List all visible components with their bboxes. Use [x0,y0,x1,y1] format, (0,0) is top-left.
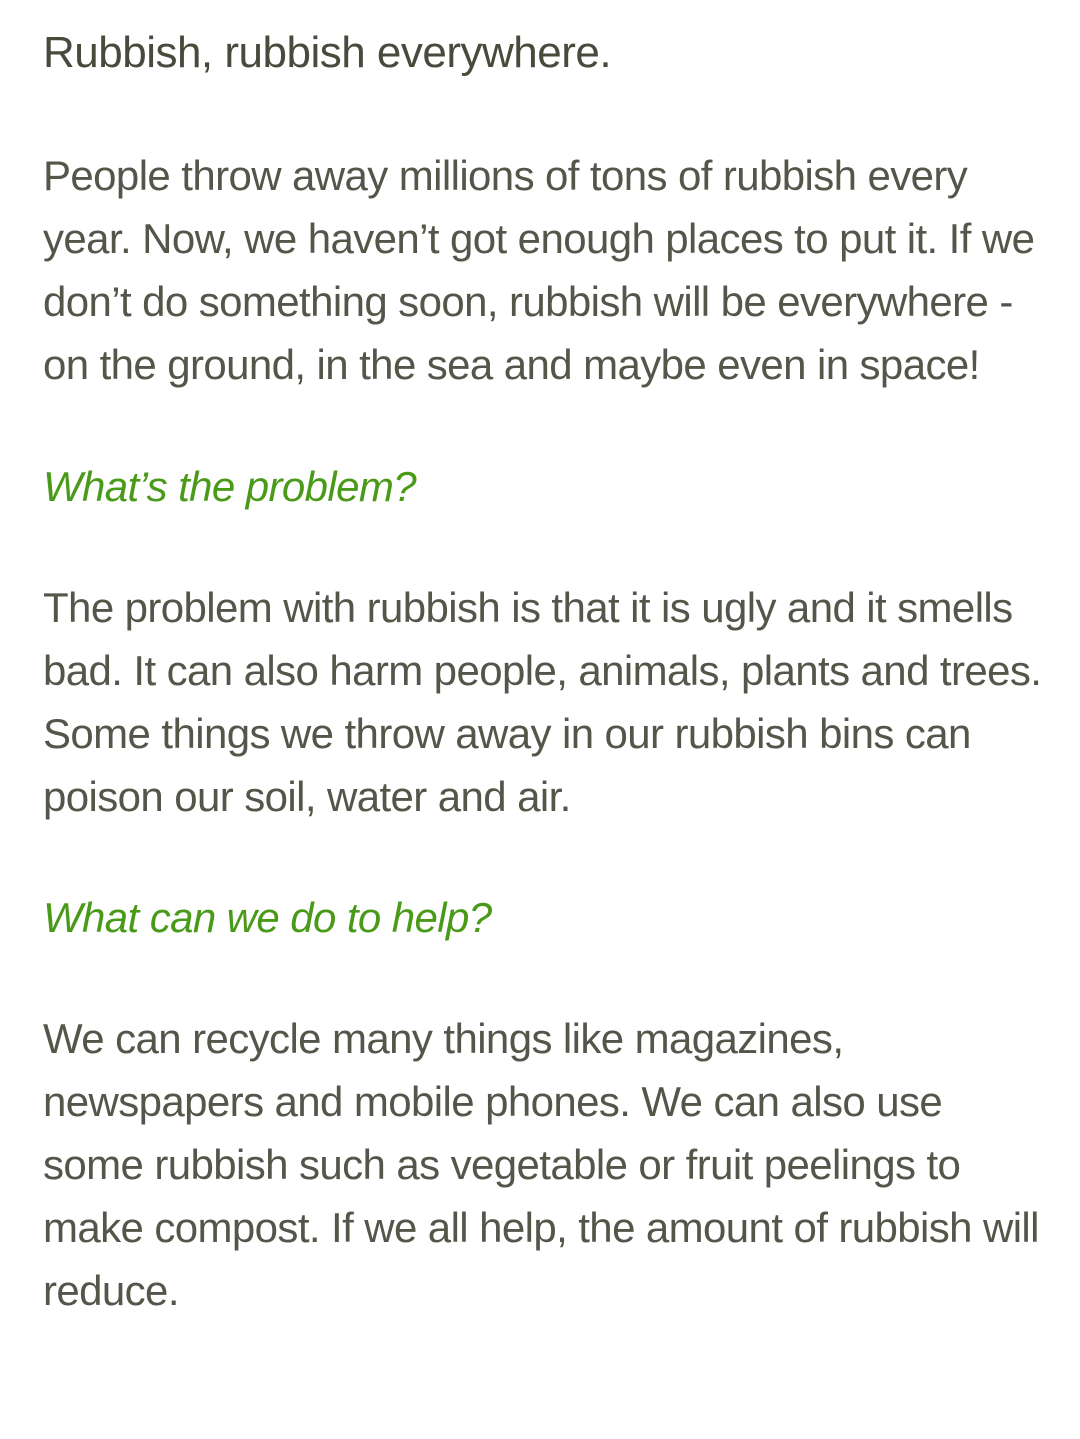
section-body-problem: The problem with rubbish is that it is ugly and it smells bad. It can also harm people, animals, plants and trees. Some things we throw away in our rubbish bins can poison our soil, water and air. [43,584,1042,820]
article-title: Rubbish, rubbish everywhere. [43,28,612,77]
section-body-help: We can recycle many things like magazines, newspapers and mobile phones. We can also use some rubbish such as vegetable or fruit peelings to make compost. If we all help, the amount of rubbish will reduce. [43,1015,1039,1314]
section-heading-help: What can we do to help? [43,894,492,941]
article [43,0,1053,1322]
intro-paragraph: People throw away millions of tons of rubbish every year. Now, we haven’t got enough places to put it. If we don’t do something soon, rubbish will be everywhere - on the ground, in the sea and maybe even in space! [43,152,1035,388]
section-heading-problem: What’s the problem? [43,463,417,510]
